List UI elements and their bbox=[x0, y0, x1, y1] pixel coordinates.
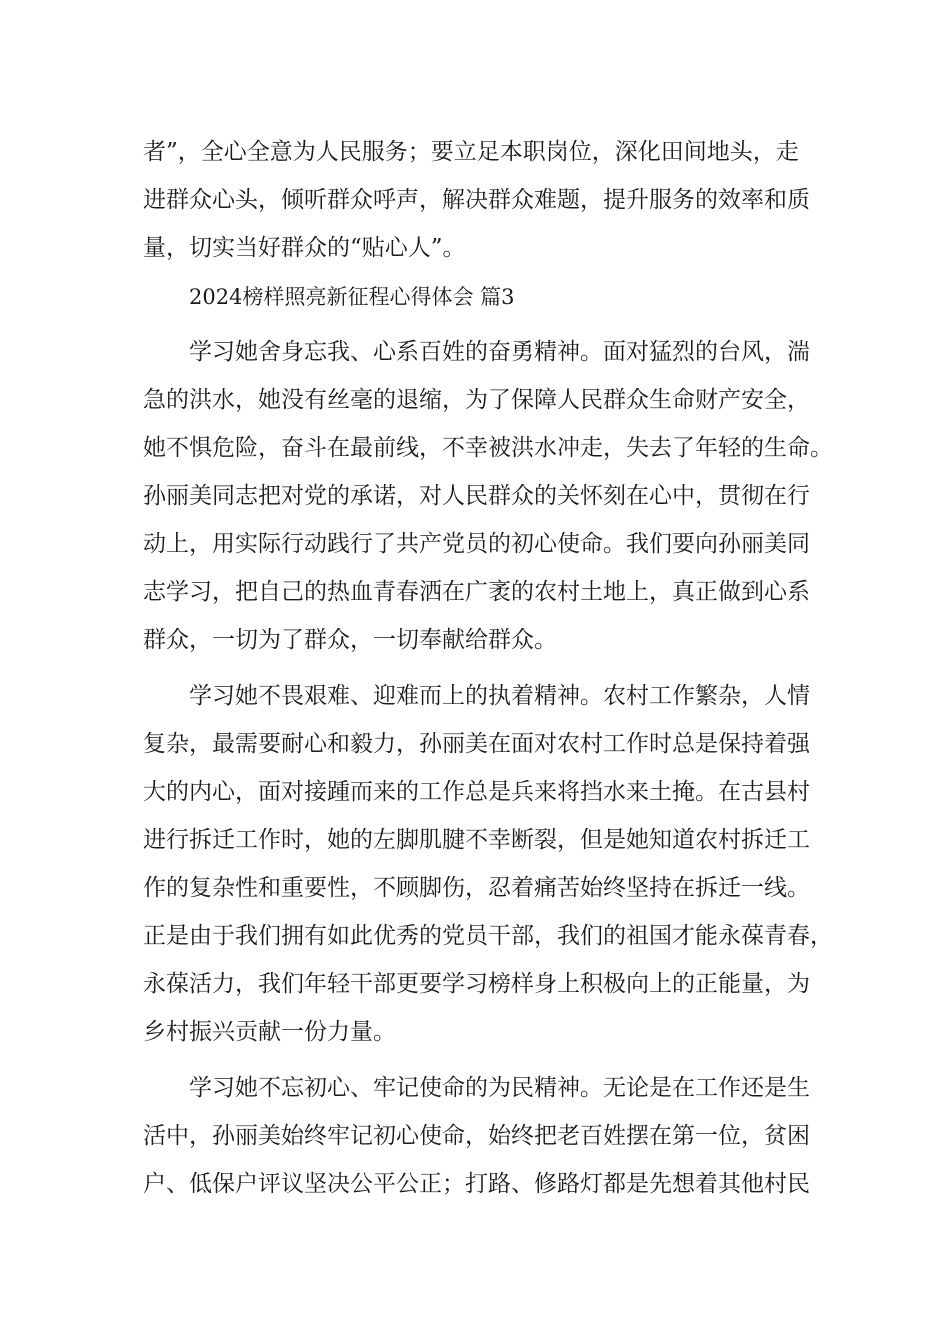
text-line: 大的内心，面对接踵而来的工作总是兵来将挡水来土掩。在古县村 bbox=[143, 779, 810, 805]
text-line: 量，切实当好群众的“贴心人”。 bbox=[143, 235, 466, 261]
text-line: 学习她不畏艰难、迎难而上的执着精神。农村工作繁杂，人情 bbox=[189, 683, 810, 709]
text-line: 户、低保户评议坚决公平公正；打路、修路灯都是先想着其他村民 bbox=[143, 1171, 810, 1197]
text-line: 急的洪水，她没有丝毫的退缩，为了保障人民群众生命财产安全， bbox=[143, 387, 810, 413]
text-line: 者”，全心全意为人民服务；要立足本职岗位，深化田间地头，走 bbox=[143, 139, 799, 165]
text-line: 动上，用实际行动践行了共产党员的初心使命。我们要向孙丽美同 bbox=[143, 531, 810, 557]
text-line: 作的复杂性和重要性，不顾脚伤，忍着痛苦始终坚持在拆迁一线。 bbox=[143, 875, 810, 901]
section-heading: 2024榜样照亮新征程心得体会 篇3 bbox=[189, 285, 515, 309]
text-line: 学习她舍身忘我、心系百姓的奋勇精神。面对猛烈的台风，湍 bbox=[189, 339, 810, 365]
text-line: 学习她不忘初心、牢记使命的为民精神。无论是在工作还是生 bbox=[189, 1075, 810, 1101]
text-line: 志学习，把自己的热血青春洒在广袤的农村土地上，真正做到心系 bbox=[143, 579, 810, 605]
text-line: 正是由于我们拥有如此优秀的党员干部，我们的祖国才能永葆青春， bbox=[143, 923, 833, 949]
text-line: 复杂，最需要耐心和毅力，孙丽美在面对农村工作时总是保持着强 bbox=[143, 731, 810, 757]
text-line: 乡村振兴贡献一份力量。 bbox=[143, 1019, 396, 1045]
text-line: 永葆活力，我们年轻干部更要学习榜样身上积极向上的正能量，为 bbox=[143, 971, 810, 997]
text-line: 群众，一切为了群众，一切奉献给群众。 bbox=[143, 627, 557, 653]
text-line: 进行拆迁工作时，她的左脚肌腱不幸断裂，但是她知道农村拆迁工 bbox=[143, 827, 810, 853]
text-line: 孙丽美同志把对党的承诺，对人民群众的关怀刻在心中，贯彻在行 bbox=[143, 483, 810, 509]
text-line: 她不惧危险，奋斗在最前线，不幸被洪水冲走，失去了年轻的生命。 bbox=[143, 435, 833, 461]
text-line: 活中，孙丽美始终牢记初心使命，始终把老百姓摆在第一位，贫困 bbox=[143, 1123, 810, 1149]
text-line: 进群众心头，倾听群众呼声，解决群众难题，提升服务的效率和质 bbox=[143, 187, 810, 213]
